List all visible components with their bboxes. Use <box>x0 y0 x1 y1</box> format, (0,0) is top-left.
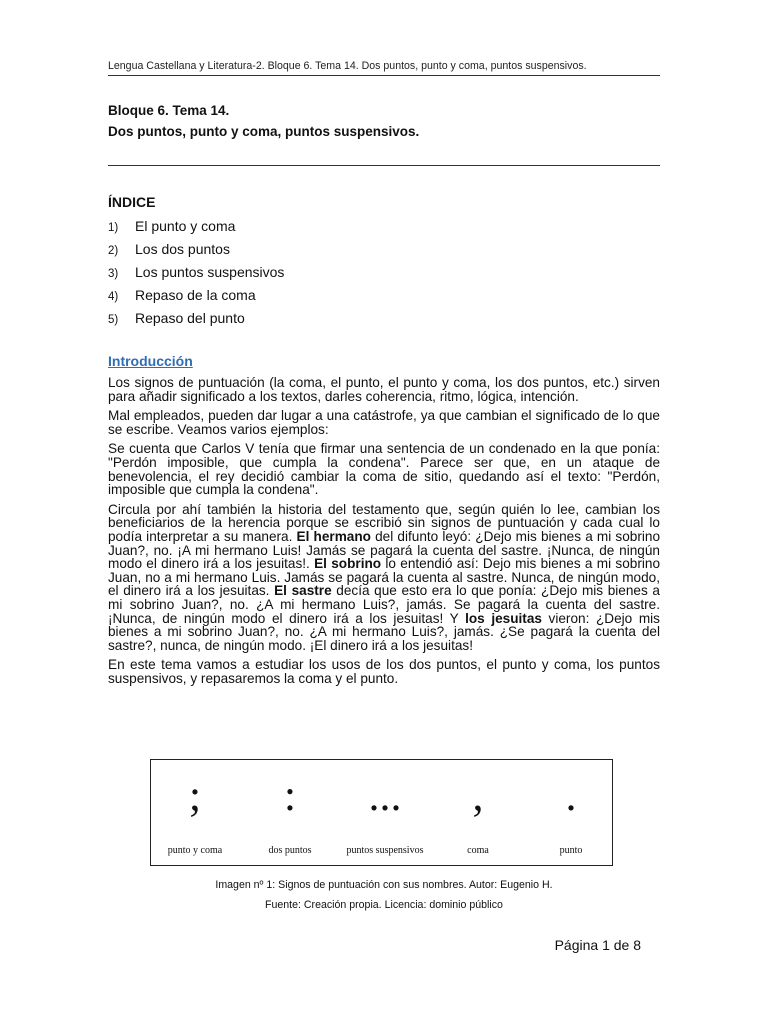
bold-term: El sobrino <box>314 556 382 572</box>
text-run: Circula por ahí también la historia del testamento que, según quién lo lee, cambian los beneficiarios de la herencia porque se escribió sin signos de puntuación y cada cual lo podía interpretar a su manera. <box>108 501 660 544</box>
header-divider <box>108 75 660 76</box>
index-item-number: 1) <box>108 222 119 234</box>
index-heading: ÍNDICE <box>108 194 156 210</box>
index-item-number: 2) <box>108 245 119 257</box>
figure-caption: Imagen nº 1: Signos de puntuación con sus nombres. Autor: Eugenio H. <box>215 879 553 891</box>
page-number: Página 1 de 8 <box>554 937 641 953</box>
semicolon-symbol: ; <box>188 771 202 820</box>
period-caption: punto <box>559 845 583 856</box>
index-item-number: 4) <box>108 291 119 303</box>
paragraph-misuse: Mal empleados, pueden dar lugar a una catástrofe, ya que cambian el significado de lo que se escribe. Veamos varios ejemplos: <box>108 408 660 437</box>
figure-source: Fuente: Creación propia. Licencia: dominio público <box>265 899 503 911</box>
title-divider <box>108 165 660 166</box>
paragraph-intro: Los signos de puntuación (la coma, el punto, el punto y coma, los dos puntos, etc.) sirven para añadir significado a los textos, darles coherencia, ritmo, lógica, intención. <box>108 375 660 404</box>
index-item-number: 5) <box>108 314 119 326</box>
index-item <box>108 287 284 310</box>
semicolon-caption: punto y coma <box>167 845 223 856</box>
bold-term: El sastre <box>274 583 332 599</box>
paragraph-topic: En este tema vamos a estudiar los usos de los dos puntos, el punto y coma, los puntos suspensivos, y repasaremos la coma y el punto. <box>108 657 660 686</box>
text-run: decía que esto era lo que ponía: ¿Dejo mis bienes a mi sobrino Juan?, no. ¿A mi hermano Luis?, jamás. Se pagará la cuenta del sastre. ¡Nunca, de ningún modo el dinero irá a los jesuitas! Y <box>108 583 660 626</box>
intro-body <box>108 376 660 691</box>
index-item-label: Repaso de la coma <box>135 287 256 303</box>
index-item <box>108 310 284 333</box>
text-run: lo entendió así: Dejo mis bienes a mi sobrino Juan, no a mi hermano Luis. Jamás se pagará la cuenta al sastre. Nunca, de ningún modo, el dinero irá a los jesuitas. <box>108 556 661 599</box>
index-item <box>108 264 284 287</box>
index-item-number: 3) <box>108 268 119 280</box>
punctuation-figure <box>150 759 613 866</box>
comma-symbol: , <box>472 771 484 820</box>
document-title: Dos puntos, punto y coma, puntos suspensivos. <box>108 124 420 139</box>
index-item-label: Los puntos suspensivos <box>135 264 285 280</box>
index-item-label: El punto y coma <box>135 218 236 234</box>
colon-symbol: : <box>283 771 297 820</box>
bold-term: los jesuitas <box>465 610 542 626</box>
ellipsis-caption: puntos suspensivos <box>346 845 424 856</box>
document-title-block: Bloque 6. Tema 14. <box>108 103 230 118</box>
ellipsis-symbol: ... <box>368 771 402 820</box>
paragraph-carlos-v: Se cuenta que Carlos V tenía que firmar una sentencia de un condenado en la que ponía: "Perdón imposible, que cumpla la condena". Parece ser que, en un ataque de benevolencia, el rey decidió cambiar la coma de sitio, quedando así el texto: "Perdón, imposible que cumpla la condena". <box>108 441 660 498</box>
text-run: del difunto leyó: ¿Dejo mis bienes a mi sobrino Juan?, no. ¡A mi hermano Luis! Jamás se pagará la cuenta del sastre. ¡Nunca, de ningún modo el dinero irá a los jesuitas!. <box>108 528 660 572</box>
period-symbol: . <box>565 771 577 820</box>
colon-caption: dos puntos <box>268 845 312 856</box>
index-item-label: Los dos puntos <box>135 241 230 257</box>
index-item <box>108 241 284 264</box>
index-list <box>108 218 284 333</box>
text-run: vieron: ¿Dejo mis bienes a mi sobrino Juan?, no. ¿A mi hermano Luis?, jamás. ¿Se pagará la cuenta del sastre?, nunca, de ningún modo. ¡El dinero irá a los jesuitas! <box>108 610 660 653</box>
index-item-label: Repaso del punto <box>135 310 245 326</box>
paragraph-testament <box>108 503 660 653</box>
index-item <box>108 218 284 241</box>
running-header: Lengua Castellana y Literatura-2. Bloque 6. Tema 14. Dos puntos, punto y coma, puntos suspensivos. <box>108 60 587 72</box>
bold-term: El hermano <box>296 528 371 544</box>
comma-caption: coma <box>467 845 489 856</box>
intro-heading-link[interactable]: Introducción <box>108 353 193 369</box>
